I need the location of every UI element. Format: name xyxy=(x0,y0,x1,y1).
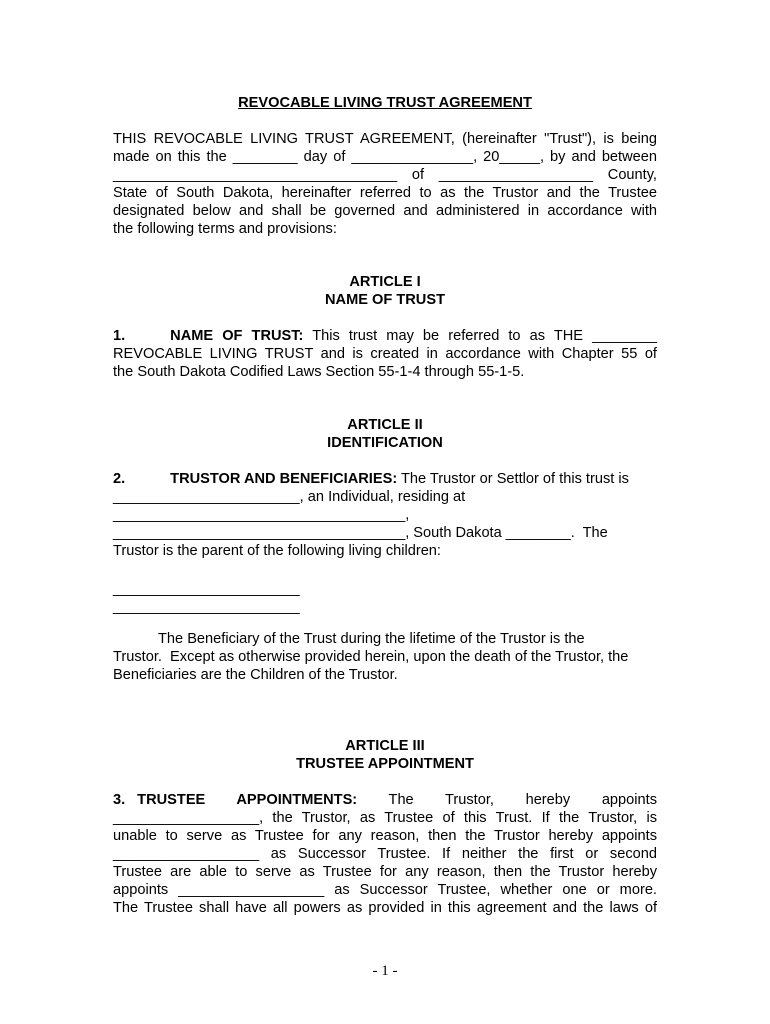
intro-line-3: ___________________________________ of ___________________ County, xyxy=(113,167,657,183)
section-3-text: The Trustor, hereby appoints xyxy=(388,792,657,808)
beneficiary-line-1: The Beneficiary of the Trust during the lifetime of the Trustor is the xyxy=(158,631,585,647)
child-line-2: _______________________ xyxy=(113,599,300,615)
article-2-line-3: ____________________________________, xyxy=(113,507,410,523)
intro-line-1: THIS REVOCABLE LIVING TRUST AGREEMENT, (hereinafter "Trust"), is being xyxy=(113,131,657,147)
article-3-line-1 xyxy=(113,791,657,809)
article-2-line-2: _______________________, an Individual, residing at xyxy=(113,489,466,505)
intro-line-5: designated below and shall be governed and administered in accordance with xyxy=(113,203,657,219)
section-1-number: 1. xyxy=(113,328,126,344)
article-3-line-5: Trustee are able to serve as Trustee for any reason, then the Trustor hereby xyxy=(113,864,657,880)
beneficiary-line-3: Beneficiaries are the Children of the Trustor. xyxy=(113,667,398,683)
article-3-heading: ARTICLE III xyxy=(345,738,425,754)
section-2-number: 2. xyxy=(113,471,126,487)
article-3-subheading: TRUSTEE APPOINTMENT xyxy=(296,756,474,772)
article-3-line-6: appoints __________________ as Successor Trustee, whether one or more. xyxy=(113,882,657,898)
section-2-label: TRUSTOR AND BENEFICIARIES: xyxy=(170,471,398,487)
article-2-line-4: ____________________________________, South Dakota ________. The xyxy=(113,525,608,541)
section-3-number: 3. xyxy=(113,792,126,808)
article-2-line-5: Trustor is the parent of the following living children: xyxy=(113,543,441,559)
page-number: - 1 - xyxy=(372,963,398,979)
child-line-1: _______________________ xyxy=(113,581,300,597)
intro-line-6: the following terms and provisions: xyxy=(113,221,337,237)
section-1-text: This trust may be referred to as THE ________ xyxy=(312,328,657,344)
article-3-line-7: The Trustee shall have all powers as provided in this agreement and the laws of xyxy=(113,900,657,916)
article-2-subheading: IDENTIFICATION xyxy=(327,435,443,451)
article-1-line-1 xyxy=(113,327,657,345)
article-2-line-1 xyxy=(113,470,629,488)
article-3-line-4: __________________ as Successor Trustee. If neither the first or second xyxy=(113,846,657,862)
intro-line-4: State of South Dakota, hereinafter referred to as the Trustor and the Trustee xyxy=(113,185,657,201)
article-1-line-3: the South Dakota Codified Laws Section 55-1-4 through 55-1-5. xyxy=(113,364,525,380)
beneficiary-line-2: Trustor. Except as otherwise provided herein, upon the death of the Trustor, the xyxy=(113,649,629,665)
article-2-heading: ARTICLE II xyxy=(347,417,423,433)
document-title: REVOCABLE LIVING TRUST AGREEMENT xyxy=(238,95,532,111)
intro-line-2: made on this the ________ day of _______________, 20_____, by and between xyxy=(113,149,657,165)
section-1-label: NAME OF TRUST: xyxy=(170,328,304,344)
article-3-line-2: __________________, the Trustor, as Trustee of this Trust. If the Trustor, is xyxy=(113,810,657,826)
article-3-line-3: unable to serve as Trustee for any reason, then the Trustor hereby appoints xyxy=(113,828,657,844)
section-2-text: The Trustor or Settlor of this trust is xyxy=(397,471,629,487)
article-1-subheading: NAME OF TRUST xyxy=(325,292,445,308)
article-1-line-2: REVOCABLE LIVING TRUST and is created in accordance with Chapter 55 of xyxy=(113,346,657,362)
section-3-label: TRUSTEE APPOINTMENTS: xyxy=(137,792,358,808)
article-1-heading: ARTICLE I xyxy=(349,274,421,290)
